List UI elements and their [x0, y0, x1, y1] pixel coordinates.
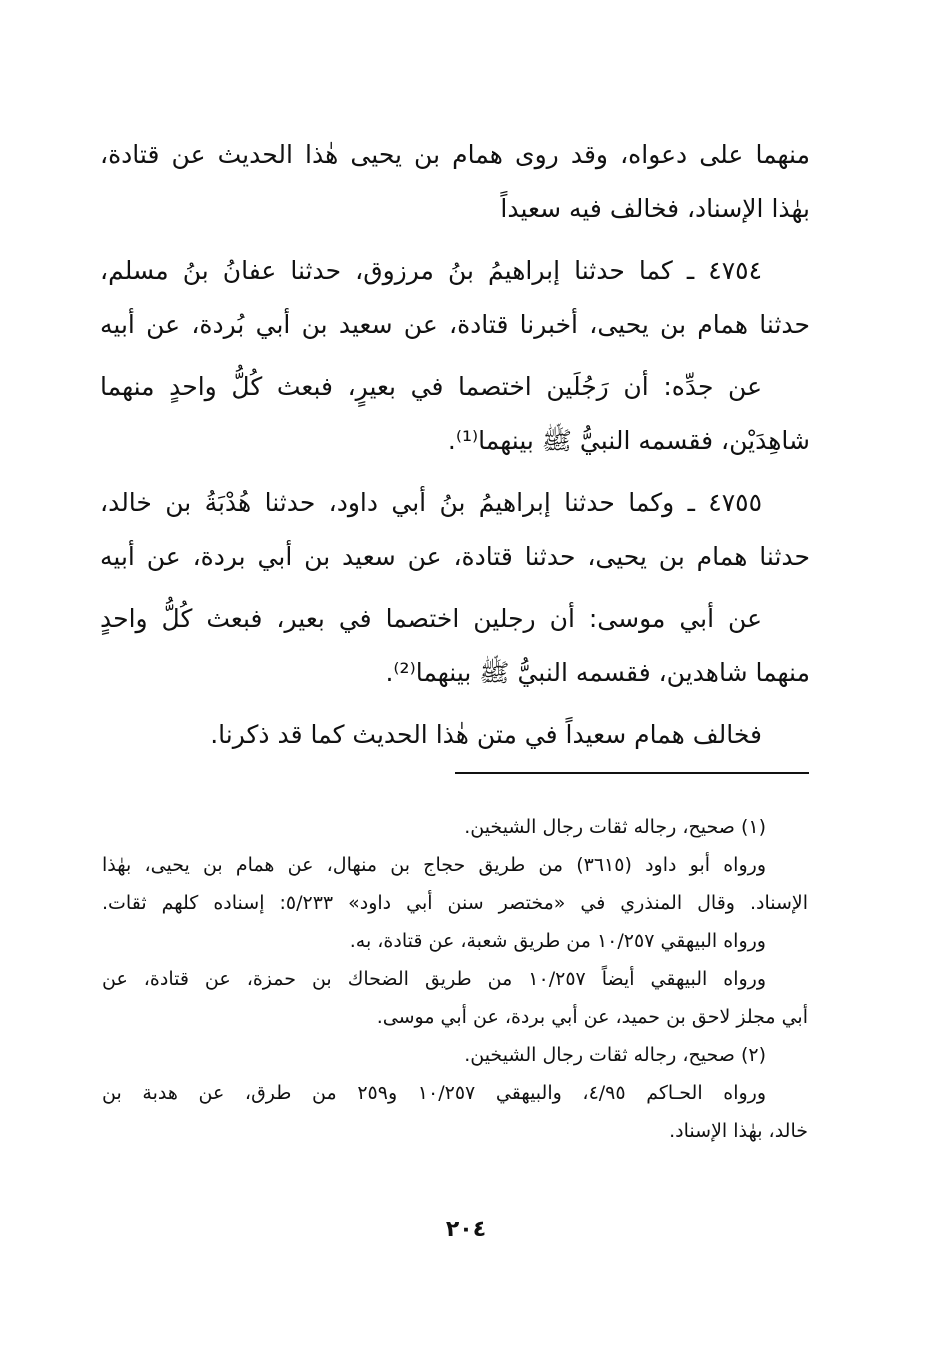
footnote-line: (٢) صحيح، رجاله ثقات رجال الشيخين.	[464, 1044, 766, 1066]
main-line: عن أبي موسى: أن رجلين اختصما في بعير، فبعث كُلُّ واحدٍ	[100, 604, 762, 633]
main-text	[100, 128, 810, 762]
footnote-line: (١) صحيح، رجاله ثقات رجال الشيخين.	[464, 816, 766, 838]
main-line: عن جدِّه: أن رَجُلَين اختصما في بعيرٍ، فبعث كُلُّ واحدٍ منهما	[100, 372, 762, 401]
main-line: فخالف همام سعيداً في متن هٰذا الحديث كما قد ذكرنا.	[210, 720, 762, 749]
main-line: منهما على دعواه، وقد روى همام بن يحيى هٰذا الحديث عن قتادة،	[100, 140, 810, 169]
footnote-line: ورواه الحـاكم ٤/٩٥، والبيهقي ١٠/٢٥٧ و٢٥٩ من طرق، عن هدبة بن	[102, 1082, 767, 1104]
main-line: منهما شاهدين، فقسمه النبيُّ ﷺ بينهما⁽²⁾.	[385, 658, 810, 687]
main-line: شاهِدَيْن، فقسمه النبيُّ ﷺ بينهما⁽¹⁾.	[447, 426, 810, 455]
main-line: حدثنا همام بن يحيى، حدثنا قتادة، عن سعيد بن أبي بردة، عن أبيه	[100, 542, 810, 571]
footnote-line: ورواه البيهقي ١٠/٢٥٧ من طريق شعبة، عن قتادة، به.	[349, 930, 766, 952]
footnote-line: ورواه البيهقي أيضاً ١٠/٢٥٧ من طريق الضحاك بن حمزة، عن قتادة، عن	[102, 968, 767, 990]
hadith-4755-line: ٤٧٥٥ ـ وكما حدثنا إبراهيمُ بنُ أبي داود، حدثنا هُدْبَةُ بن خالد،	[100, 488, 762, 517]
footnote-line: أبي مجلز لاحق بن حميد، عن أبي بردة، عن أبي موسى.	[376, 1006, 808, 1028]
page-number: ٢٠٤	[445, 1217, 487, 1242]
footnote-line: الإسناد. وقال المنذري في «مختصر سنن أبي داود» ٥/٢٣٣: إسناده كلهم ثقات.	[102, 892, 808, 914]
footnotes	[102, 808, 808, 1150]
footnote-divider	[455, 772, 809, 774]
hadith-4754-line: ٤٧٥٤ ـ كما حدثنا إبراهيمُ بنُ مرزوق، حدثنا عفانُ بنُ مسلم،	[100, 256, 762, 285]
footnote-line: خالد، بهٰذا الإسناد.	[669, 1120, 808, 1142]
main-line: بهٰذا الإسناد، فخالف فيه سعيداً	[500, 194, 810, 223]
main-line: حدثنا همام بن يحيى، أخبرنا قتادة، عن سعيد بن أبي بُردة، عن أبيه	[100, 310, 810, 339]
footnote-line: ورواه أبو داود (٣٦١٥) من طريق حجاج بن منهال، عن همام بن يحيى، بهٰذا	[102, 854, 766, 876]
